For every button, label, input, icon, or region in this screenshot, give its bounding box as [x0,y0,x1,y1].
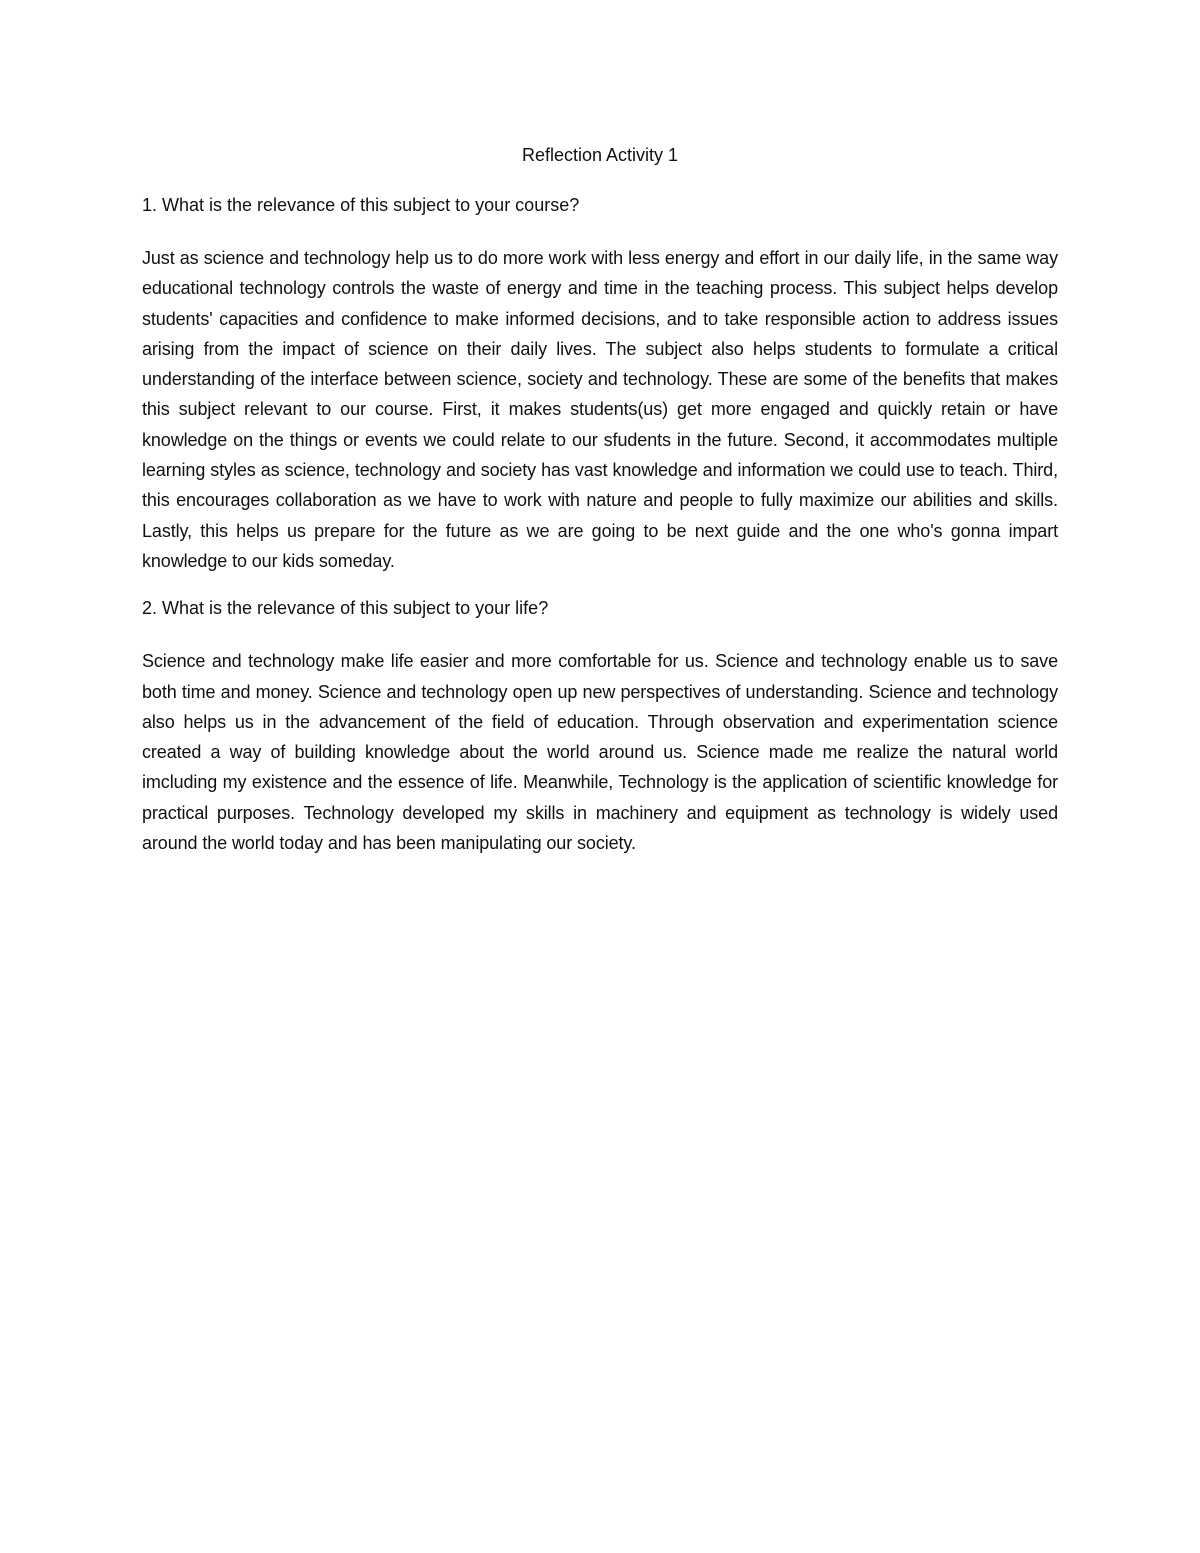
answer-1: Just as science and technology help us to do more work with less energy and effort in our daily life, in the same way educational technology controls the waste of energy and time in the teaching process. This subject helps develop students' capacities and confidence to make informed decisions, and to take responsible action to address issues arising from the impact of science on their daily lives. The subject also helps students to formulate a critical understanding of the interface between science, society and technology. These are some of the benefits that makes this subject relevant to our course. First, it makes students(us) get more engaged and quickly retain or have knowledge on the things or events we could relate to our sfudents in the future. Second, it accommodates multiple learning styles as science, technology and society has vast knowledge and information we could use to teach. Third, this encourages collaboration as we have to work with nature and people to fully maximize our abilities and skills. Lastly, this helps us prepare for the future as we are going to be next guide and the one who's gonna impart knowledge to our kids someday. [142,248,1058,571]
document-content [142,143,1058,878]
answer-2: Science and technology make life easier and more comfortable for us. Science and technology enable us to save both time and money. Science and technology open up new perspectives of understanding. Science and technology also helps us in the advancement of the field of education. Through observation and experimentation science created a way of building knowledge about the world around us. Science made me realize the natural world imcluding my existence and the essence of life. Meanwhile, Technology is the application of scientific knowledge for practical purposes. Technology developed my skills in machinery and equipment as technology is widely used around the world today and has been manipulating our society. [142,651,1058,854]
question-2: 2. What is the relevance of this subject to your life? [142,598,549,619]
question-1: 1. What is the relevance of this subject to your course? [142,195,580,215]
document-title: Reflection Activity 1 [521,145,679,165]
